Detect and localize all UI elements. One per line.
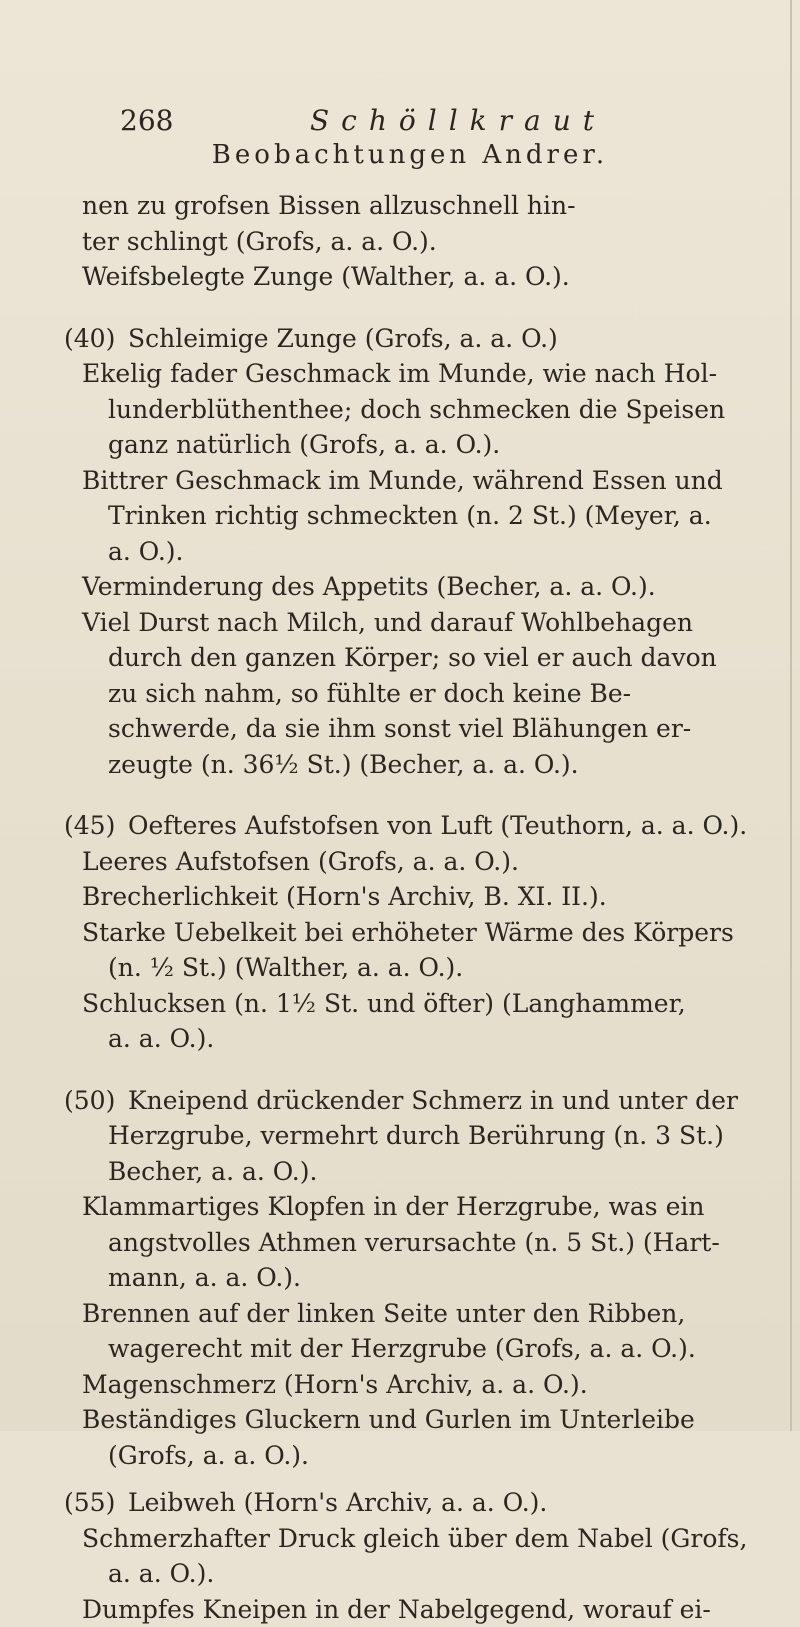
line-text: Herzgrube, vermehrt durch Berührung (n. 3 St.): [108, 1118, 724, 1154]
line-text: (Grofs, a. a. O.).: [108, 1438, 309, 1474]
paragraph-40: [74, 321, 774, 783]
text-line: [74, 1592, 774, 1627]
text-line: [74, 879, 774, 915]
text-line: [74, 1296, 774, 1332]
line-text: wagerecht mit der Herzgrube (Grofs, a. a. O.).: [108, 1331, 696, 1367]
paragraph-number: (40): [64, 321, 115, 357]
text-line: [74, 1367, 774, 1403]
line-text: Verminderung des Appetits (Becher, a. a. O.).: [82, 569, 656, 605]
text-line: [74, 747, 774, 783]
text-line: [74, 808, 774, 844]
text-line: [74, 224, 774, 260]
paragraph-number: (45): [64, 808, 115, 844]
line-text: Weifsbelegte Zunge (Walther, a. a. O.).: [82, 259, 570, 295]
line-text: Dumpfes Kneipen in der Nabelgegend, worauf ei-: [82, 1592, 711, 1627]
text-line: [74, 950, 774, 986]
text-line: [74, 1521, 774, 1557]
page-edge-line: [790, 0, 792, 1431]
line-text: Klammartiges Klopfen in der Herzgrube, was ein: [82, 1189, 704, 1225]
line-text: Schlucksen (n. 1½ St. und öfter) (Langhammer,: [82, 986, 686, 1022]
body-text: [74, 188, 774, 1627]
line-text: schwerde, da sie ihm sonst viel Blähungen er-: [108, 711, 691, 747]
line-text: Oefteres Aufstofsen von Luft (Teuthorn, a. a. O.).: [128, 808, 747, 844]
text-line: [74, 321, 774, 357]
page-number: 268: [120, 104, 173, 137]
text-line: [74, 569, 774, 605]
text-line: [74, 1438, 774, 1474]
line-text: Kneipend drückender Schmerz in und unter der: [128, 1083, 738, 1119]
text-line: [74, 259, 774, 295]
line-text: mann, a. a. O.).: [108, 1260, 301, 1296]
line-text: a. O.).: [108, 534, 183, 570]
text-line: [74, 986, 774, 1022]
text-line: [74, 844, 774, 880]
text-line: [74, 1485, 774, 1521]
line-text: Magenschmerz (Horn's Archiv, a. a. O.).: [82, 1367, 588, 1403]
text-line: [74, 188, 774, 224]
text-line: [74, 498, 774, 534]
line-text: (n. ½ St.) (Walther, a. a. O.).: [108, 950, 463, 986]
line-text: Bittrer Geschmack im Munde, während Essen und: [82, 463, 723, 499]
line-text: Leibweh (Horn's Archiv, a. a. O.).: [128, 1485, 547, 1521]
text-line: [74, 463, 774, 499]
text-line: [74, 1083, 774, 1119]
text-line: [74, 1118, 774, 1154]
line-text: Schleimige Zunge (Grofs, a. a. O.): [128, 321, 558, 357]
line-text: angstvolles Athmen verursachte (n. 5 St.) (Hart-: [108, 1225, 720, 1261]
text-line: [74, 1154, 774, 1190]
text-line: [74, 711, 774, 747]
running-head: Schöllkraut: [310, 104, 606, 137]
line-text: a. a. O.).: [108, 1021, 214, 1057]
line-text: durch den ganzen Körper; so viel er auch davon: [108, 640, 717, 676]
text-line: [74, 1331, 774, 1367]
line-text: Beständiges Gluckern und Gurlen im Unterleibe: [82, 1402, 695, 1438]
text-line: [74, 1556, 774, 1592]
line-text: Viel Durst nach Milch, und darauf Wohlbehagen: [82, 605, 693, 641]
paragraph-number: (50): [64, 1083, 115, 1119]
line-text: Leeres Aufstofsen (Grofs, a. a. O.).: [82, 844, 519, 880]
paragraph-50: [74, 1083, 774, 1474]
line-text: Becher, a. a. O.).: [108, 1154, 317, 1190]
line-text: zu sich nahm, so fühlte er doch keine Be-: [108, 676, 631, 712]
text-line: [74, 1225, 774, 1261]
text-line: [74, 1189, 774, 1225]
text-line: [74, 1402, 774, 1438]
text-line: [74, 534, 774, 570]
text-line: [74, 676, 774, 712]
text-line: [74, 605, 774, 641]
line-text: Starke Uebelkeit bei erhöheter Wärme des Körpers: [82, 915, 734, 951]
text-line: [74, 640, 774, 676]
paragraph-55: [74, 1485, 774, 1627]
line-text: nen zu grofsen Bissen allzuschnell hin-: [82, 188, 576, 224]
paragraph-continuation: [74, 188, 774, 295]
line-text: Ekelig fader Geschmack im Munde, wie nach Hol-: [82, 356, 717, 392]
text-line: [74, 427, 774, 463]
text-line: [74, 1260, 774, 1296]
text-line: [74, 1021, 774, 1057]
line-text: Schmerzhafter Druck gleich über dem Nabel (Grofs,: [82, 1521, 747, 1557]
line-text: ter schlingt (Grofs, a. a. O.).: [82, 224, 437, 260]
line-text: a. a. O.).: [108, 1556, 214, 1592]
line-text: Trinken richtig schmeckten (n. 2 St.) (Meyer, a.: [108, 498, 712, 534]
text-line: [74, 356, 774, 392]
text-line: [74, 392, 774, 428]
line-text: ganz natürlich (Grofs, a. a. O.).: [108, 427, 500, 463]
line-text: zeugte (n. 36½ St.) (Becher, a. a. O.).: [108, 747, 579, 783]
paragraph-number: (55): [64, 1485, 115, 1521]
paragraph-45: [74, 808, 774, 1057]
text-line: [74, 915, 774, 951]
line-text: lunderblüthenthee; doch schmecken die Speisen: [108, 392, 725, 428]
section-title: Beobachtungen Andrer.: [60, 140, 760, 170]
page-header: [120, 104, 780, 144]
line-text: Brecherlichkeit (Horn's Archiv, B. XI. II.).: [82, 879, 607, 915]
line-text: Brennen auf der linken Seite unter den Ribben,: [82, 1296, 685, 1332]
